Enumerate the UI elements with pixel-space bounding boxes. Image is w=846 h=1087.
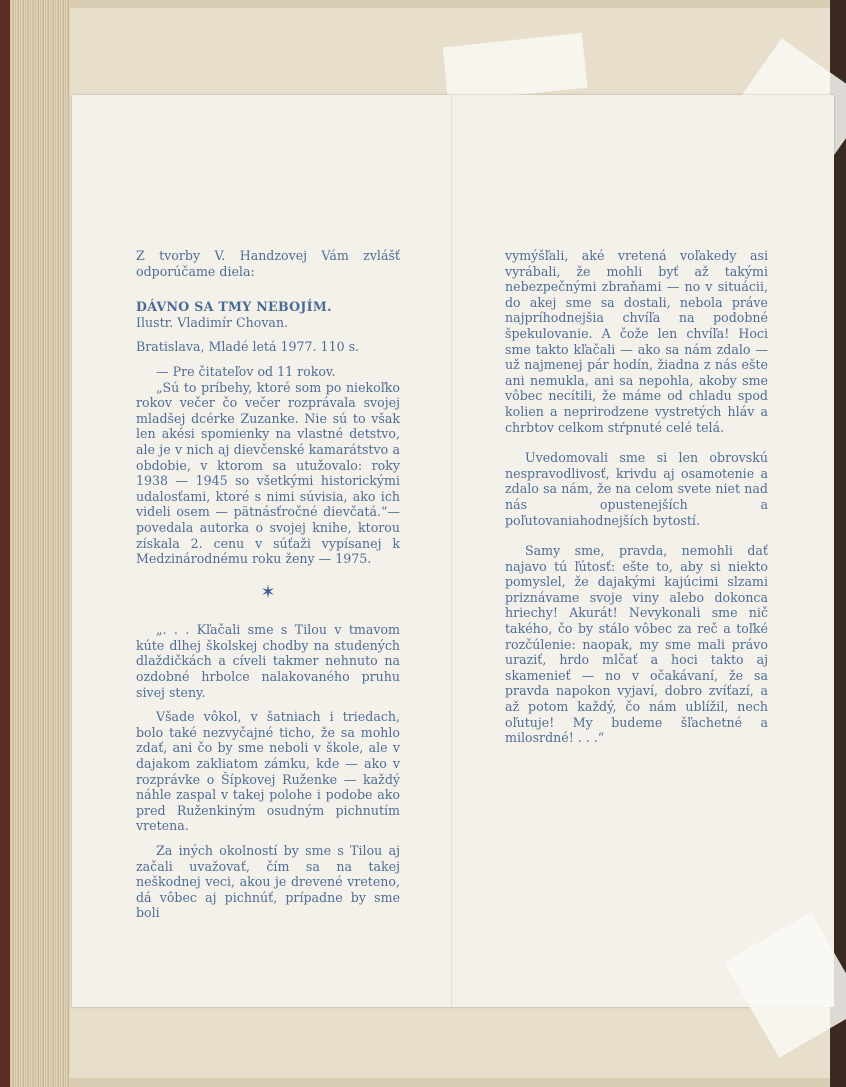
book-spine (0, 0, 10, 1087)
illustrator-line: Ilustr. Vladimír Chovan. (136, 314, 289, 330)
excerpt-paragraph-5: Uvedomovali sme si len obrovskú nespravodlivosť, krivdu aj osamotenie a zdalo sa nám, že na celom svete niet nad nás opustenejších a poľutovaniahodnejších bytostí. (505, 450, 768, 528)
excerpt-paragraph-6: Samy sme, pravda, nemohli dať najavo tú ľútosť: ešte to, aby si niekto pomyslel, že dajakými kajúcimi slzami priznávame svoje viny alebo dokonca hriechy! Akurát! Nevykonali sme nič takého, čo by stálo vôbec za reč a toľké rozčúlenie: naopak, my sme mali právo uraziť, hrdo mlčať a hoci takto aj skamenieť — no v očakávaní, že sa pravda napokon vyjaví, dobro zvíťazí, a až potom každý, čo nám ublížil, nech oľutuje! My budeme šľachetné a milosrdné! . . .“ (505, 543, 768, 746)
audience-line: — Pre čitateľov od 11 rokov. (156, 363, 336, 379)
intro-text: Z tvorby V. Handzovej Vám zvlášť odporúčame diela: (136, 248, 400, 279)
page-edges (0, 0, 70, 1087)
excerpt-paragraph-4: vymýšľali, aké vretená voľakedy asi vyrábali, že mohli byť až takými nebezpečnými zbraňami — no v situácii, do akej sme sa dostali, nebola práve najpríhodnejšia chvíľa na podobné špekulovanie. A čože len chvíľa! Hoci sme takto kľačali — ako sa nám zdalo — už najmenej pár hodín, žiadna z nás ešte ani nemukla, ani sa nepohla, akoby sme vôbec necítili, že máme od chladu spod kolien a neprirodzene vystretých hláv a chrbtov celkom stŕpnuté celé telá. (505, 248, 768, 435)
book-title: DÁVNO SA TMY NEBOJÍM. (136, 299, 332, 315)
author-quote: „Sú to príbehy, ktoré som po niekoľko rokov večer čo večer rozprávala svojej mladšej dcérke Zuzanke. Nie sú to však len akési spomienky na vlastné detstvo, ale je v nich aj dievčenské kamarátstvo a obdobie, v ktorom sa utužovalo: roky 1938 — 1945 so všetkými historickými udalosťami, ktoré s nimi súvisia, ako ich videli osem — pätnásťročné dievčatá.“— povedala autorka o svojej knihe, ktorou získala 2. cenu v súťaži vypísanej k Medzinárodnému roku ženy — 1975. (136, 379, 400, 567)
excerpt-paragraph-1: „. . . Kľačali sme s Tilou v tmavom kúte dlhej školskej chodby na studených dlaždičkách a cíveli takmer nehnuto na ozdobné hrbolce nalakovaného pruhu sivej steny. (136, 622, 400, 700)
publisher-line: Bratislava, Mladé letá 1977. 110 s. (136, 339, 360, 355)
excerpt-paragraph-2: Všade vôkol, v šatniach i triedach, bolo také nezvyčajné ticho, že sa mohlo zdať, ani čo by sme neboli v škole, ale v dajakom zakliatom zámku, kde — ako v rozprávke o Šípkovej Ruženke — každý náhle zaspal v takej polohe i podobe ako pred Ruženkiným osudným pichnutím vretena. (136, 709, 400, 834)
right-column (505, 248, 768, 746)
left-column (136, 248, 400, 921)
star-separator-icon: ✶ (260, 581, 276, 603)
sheet-fold-line (451, 95, 452, 1007)
excerpt-paragraph-3: Za iných okolností by sme s Tilou aj začali uvažovať, čím sa na takej neškodnej veci, akou je drevené vreteno, dá vôbec aj pichnúť, prípadne by sme boli (136, 843, 400, 921)
